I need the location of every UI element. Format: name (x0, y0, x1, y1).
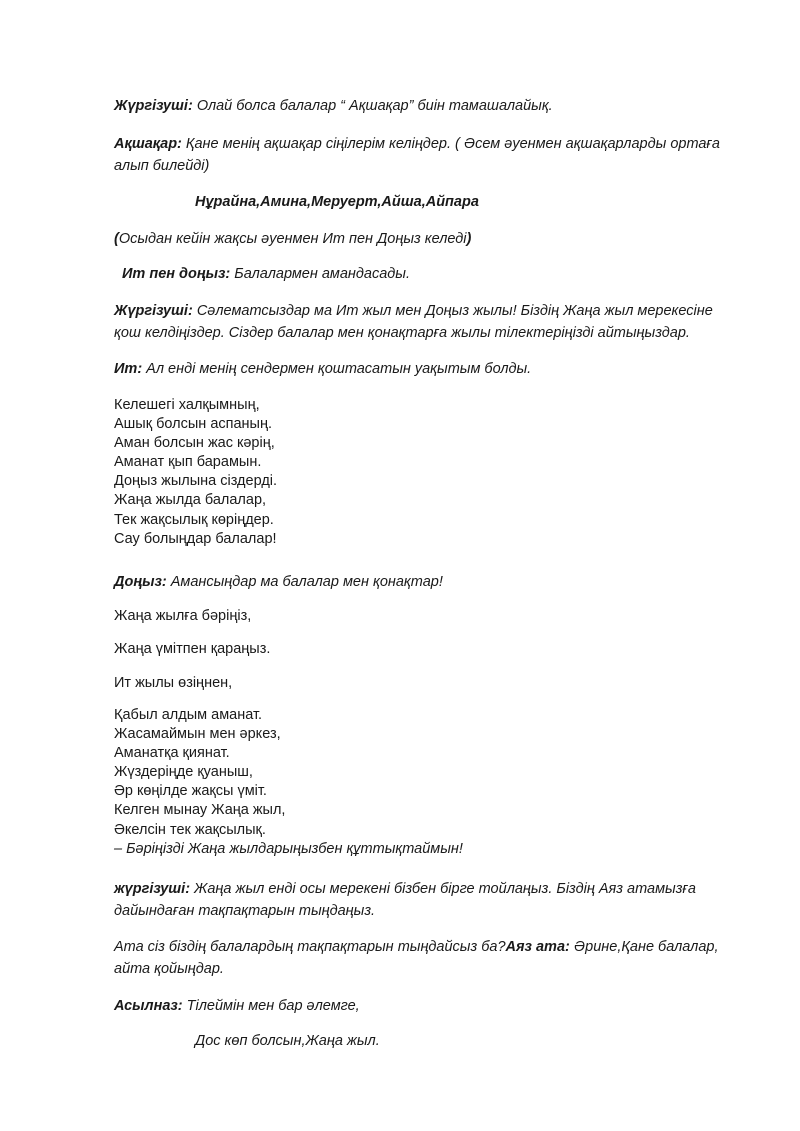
poem-line: Доңыз жылына сіздерді. (114, 473, 278, 490)
dialogue-text: Балалармен амандасады. (230, 266, 411, 282)
poem-line: Ашық болсын аспаның. (114, 416, 273, 433)
dialogue-line (114, 302, 713, 320)
dialogue-text: Сәлематсыздар ма Ит жыл мен Доңыз жылы! Біздің Жаңа жыл мерекесіне (192, 303, 713, 319)
greeting-line: – Бәріңізді Жаңа жылдарыңызбен құттықтаймын! (114, 840, 463, 857)
dialogue-line (114, 360, 531, 378)
speaker-label: Жүргізуші: (114, 98, 193, 114)
poem-line: Жаңа жылға бәріңіз, (114, 608, 252, 624)
dialogue-text: Қане менің ақшақар сіңілерім келіңдер. ( Әсем әуенмен ақшақарларды ортаға (181, 136, 720, 152)
poem-line: Аманатқа қиянат. (114, 745, 230, 762)
dialogue-text: Ал енді менің сендермен қоштасатын уақытым болды. (142, 361, 532, 377)
poem-line: Әкелсін тек жақсылық. (114, 821, 266, 838)
dialogue-line (114, 938, 719, 956)
dialogue-line (114, 573, 443, 591)
speaker-label: жүргізуші: (114, 881, 191, 897)
poem-stanza (114, 396, 277, 549)
poem-line: Аманат қып барамын. (114, 454, 262, 471)
performer-names: Нұрайна,Амина,Меруерт,Айша,Айпара (195, 194, 479, 210)
dialogue-text: Олай болса балалар “ Ақшақар” биін тамашалайық. (192, 98, 553, 114)
dialogue-line-continued: Дос көп болсын,Жаңа жыл. (195, 1033, 380, 1049)
poem-line: Сау болыңдар балалар! (114, 530, 277, 547)
speaker-label: Аяз ата: (505, 939, 570, 955)
dialogue-text: Жаңа жыл енді осы мерекені бізбен бірге тойлаңыз. Біздің Аяз атамызға (190, 881, 696, 897)
dialogue-line-continued: алып билейді) (114, 158, 210, 174)
dialogue-text: Тілеймін мен бар әлемге, (182, 998, 360, 1014)
poem-line: Келешегі халқымның, (114, 397, 260, 413)
poem-stanza (114, 706, 463, 859)
speaker-label: Ақшақар: (114, 136, 182, 152)
dialogue-line-continued: қош келдіңіздер. Сіздер балалар мен қонақтарға жылы тілектеріңізді айтыңыздар. (114, 325, 690, 341)
dialogue-line (114, 880, 696, 898)
dialogue-line (114, 997, 360, 1015)
poem-line: Жаңа үмітпен қараңыз. (114, 641, 271, 657)
poem-line: Қабыл алдым аманат. (114, 707, 263, 723)
poem-line: Жасамаймын мен әркез, (114, 726, 281, 743)
dialogue-text: Әрине,Қане балалар, (569, 939, 719, 955)
dialogue-line-continued: дайындаған тақпақтарын тыңдаңыз. (114, 903, 376, 919)
speaker-label: Ит пен доңыз: (122, 266, 231, 282)
poem-line: Ит жылы өзіңнен, (114, 675, 233, 691)
dialogue-line (114, 135, 720, 153)
poem-line: Келген мынау Жаңа жыл, (114, 802, 286, 819)
stage-direction: (Осыдан кейін жақсы әуенмен Ит пен Доңыз келеді) (114, 231, 472, 247)
dialogue-text: Ата сіз біздің балалардың тақпақтарын тыңдайсыз ба? (114, 939, 506, 955)
dialogue-text: Амансыңдар ма балалар мен қонақтар! (166, 574, 443, 590)
dialogue-line (122, 265, 410, 283)
speaker-label: Ит: (114, 361, 143, 377)
poem-line: Жаңа жылда балалар, (114, 492, 267, 509)
poem-line: Тек жақсылық көріңдер. (114, 511, 274, 528)
dialogue-line-continued: айта қойыңдар. (114, 961, 224, 977)
dialogue-line (114, 97, 553, 115)
poem-line: Жүздеріңде қуаныш, (114, 764, 253, 781)
poem-line: Әр көңілде жақсы үміт. (114, 783, 267, 800)
speaker-label: Асылназ: (114, 998, 183, 1014)
speaker-label: Доңыз: (114, 574, 167, 590)
poem-line: Аман болсын жас кәрің, (114, 435, 275, 452)
speaker-label: Жүргізуші: (114, 303, 193, 319)
